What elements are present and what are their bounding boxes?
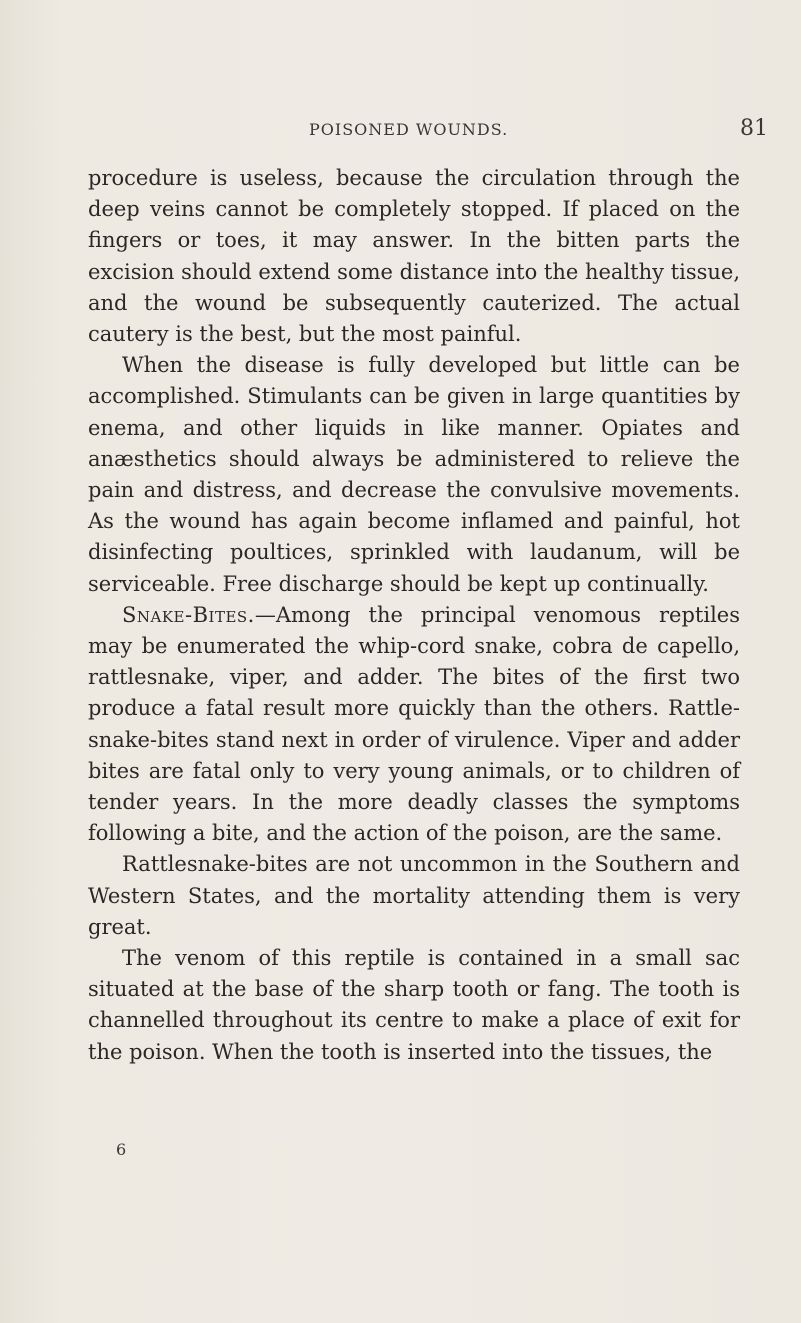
running-title: POISONED WOUNDS. (309, 120, 509, 139)
paragraph (88, 600, 740, 850)
section-heading: Snake-Bites. (122, 602, 255, 627)
running-head (0, 116, 801, 150)
body-text (88, 163, 740, 1068)
paragraph: Rattlesnake-bites are not uncommon in the Southern and Western States, and the mortality attending them is very great. (88, 852, 740, 939)
paragraph: When the disease is fully developed but little can be accomplished. Stimulants can be given in large quantities by enema, and other liquids in like manner. Opiates and anæsthetics should always be administered to relieve the pain and distress, and decrease the convulsive movements. As the wound has again become inflamed and painful, hot disinfecting poultices, sprinkled with laudanum, will be serviceable. Free discharge should be kept up continually. (88, 353, 740, 596)
signature-mark: 6 (116, 1140, 127, 1159)
paragraph: procedure is useless, because the circulation through the deep veins cannot be completely stopped. If placed on the fingers or toes, it may answer. In the bitten parts the excision should extend some distance into the healthy tissue, and the wound be subsequently cauterized. The actual cautery is the best, but the most painful. (88, 166, 740, 347)
page-number: 81 (740, 116, 768, 141)
paragraph: The venom of this reptile is contained in a small sac situated at the base of the sharp tooth or fang. The tooth is channelled throughout its centre to make a place of exit for the poison. When the tooth is inserted into the tissues, the (88, 946, 740, 1064)
paragraph-text: —Among the principal venomous reptiles may be enumerated the whip-cord snake, cobra de capello, rattlesnake, viper, and adder. The bites of the first two produce a fatal result more quickly than the others. Rattle-snake-bites stand next in order of virulence. Viper and adder bites are fatal only to very young animals, or to children of tender years. In the more deadly classes the symptoms following a bite, and the action of the poison, are the same. (88, 602, 740, 846)
